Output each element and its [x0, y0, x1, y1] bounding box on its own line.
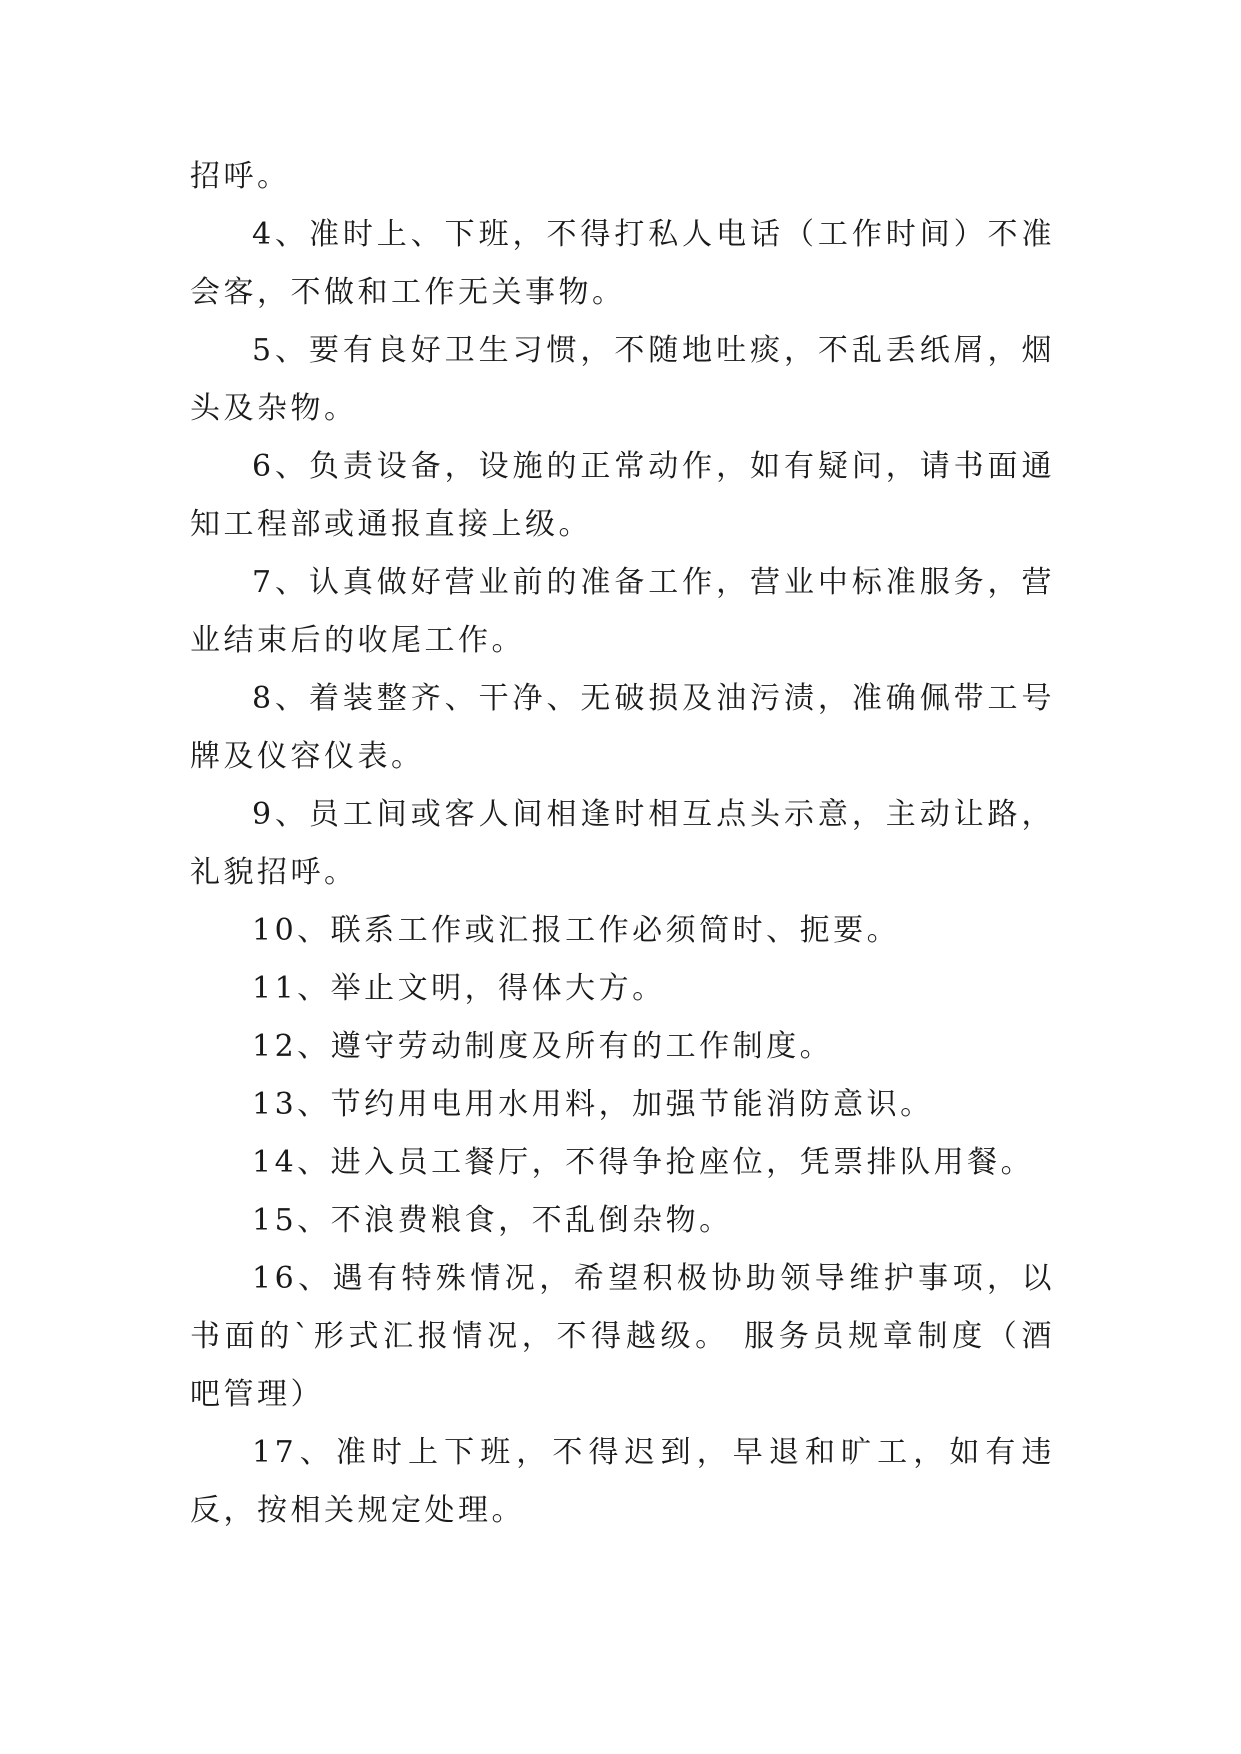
paragraph-rule-7: 7、认真做好营业前的准备工作，营业中标准服务，营业结束后的收尾工作。	[190, 565, 1055, 658]
paragraph-rule-17: 17、准时上下班，不得迟到，早退和旷工，如有违反，按相关规定处理。	[190, 1435, 1055, 1528]
paragraph-rule-12: 12、遵守劳动制度及所有的工作制度。	[252, 1029, 834, 1064]
paragraph-rule-14: 14、进入员工餐厅，不得争抢座位，凭票排队用餐。	[252, 1145, 1035, 1180]
paragraph-rule-10: 10、联系工作或汇报工作必须简时、扼要。	[252, 913, 901, 948]
document-body	[190, 148, 1055, 1540]
paragraph-rule-8: 8、着装整齐、干净、无破损及油污渍，准确佩带工号牌及仪容仪表。	[190, 681, 1055, 774]
paragraph-rule-5: 5、要有良好卫生习惯，不随地吐痰，不乱丢纸屑，烟头及杂物。	[190, 333, 1055, 426]
paragraph-rule-16: 16、遇有特殊情况，希望积极协助领导维护事项，以书面的`形式汇报情况，不得越级。 服务员规章制度（酒吧管理）	[190, 1261, 1055, 1412]
paragraph-rule-4: 4、准时上、下班，不得打私人电话（工作时间）不准会客，不做和工作无关事物。	[190, 217, 1055, 310]
paragraph-rule-15: 15、不浪费粮食，不乱倒杂物。	[252, 1203, 733, 1238]
paragraph-rule-6: 6、负责设备，设施的正常动作，如有疑问，请书面通知工程部或通报直接上级。	[190, 449, 1055, 542]
paragraph: 招呼。	[190, 159, 291, 194]
paragraph-rule-9: 9、员工间或客人间相逢时相互点头示意，主动让路，礼貌招呼。	[190, 797, 1055, 890]
paragraph-rule-11: 11、举止文明，得体大方。	[252, 971, 666, 1006]
paragraph-rule-13: 13、节约用电用水用料，加强节能消防意识。	[252, 1087, 934, 1122]
